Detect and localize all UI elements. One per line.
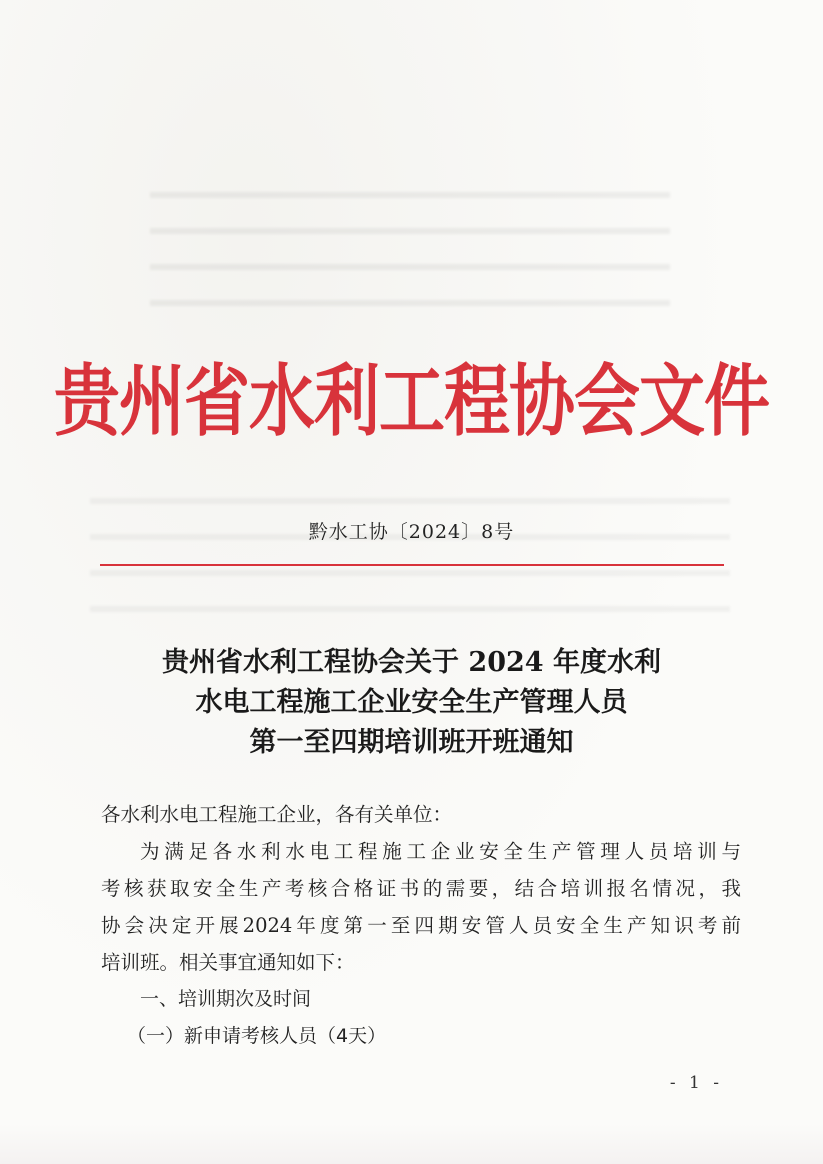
paragraph-line: 考核获取安全生产考核合格证书的需要，结合培训报名情况，我 [101,877,741,900]
org-document-header: 贵州省水利工程协会文件 [54,354,769,447]
subsection-heading: （一）新申请考核人员（4天） [127,1025,387,1047]
page-number: - 1 - [669,1073,723,1093]
paragraph-line: 协会决定开展2024年度第一至四期安管人员安全生产知识考前 [101,914,741,937]
salutation: 各水利水电工程施工企业，各有关单位： [101,803,453,826]
notice-title-line: 贵州省水利工程协会关于 2024 年度水利 [162,647,661,678]
notice-title-line: 水电工程施工企业安全生产管理人员 [195,687,628,718]
section-heading: 一、培训期次及时间 [140,988,312,1010]
paragraph-line: 培训班。相关事宜通知如下： [101,951,355,974]
bleed-through-text [150,170,670,330]
notice-title-line: 第一至四期培训班开班通知 [249,727,574,758]
document-body [101,796,741,1055]
page-edge-shadow [0,1124,823,1164]
paragraph-line: 为满足各水利水电工程施工企业安全生产管理人员培训与 [140,840,741,863]
red-divider-rule [100,564,724,566]
notice-title [60,643,763,763]
document-number: 黔水工协〔2024〕8号 [308,521,515,543]
bleed-through-text [90,480,730,630]
